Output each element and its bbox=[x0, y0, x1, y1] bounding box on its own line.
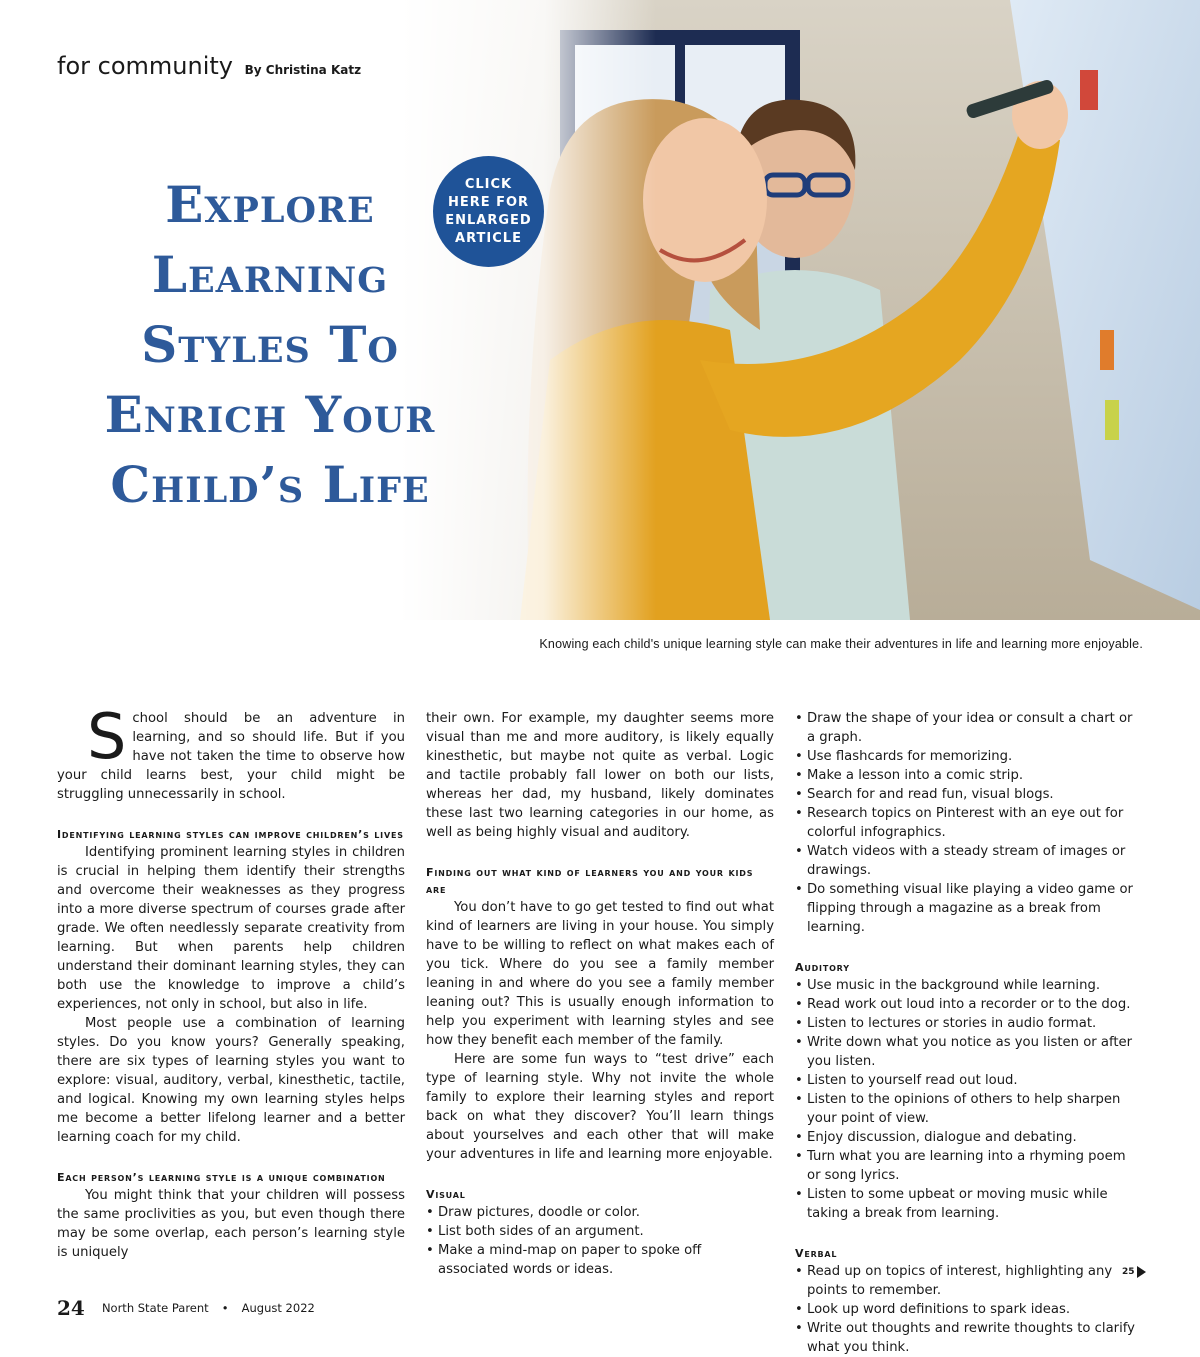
column-2 bbox=[426, 709, 774, 1279]
visual-list-continued bbox=[795, 709, 1143, 937]
subheading-finding-out: Finding out what kind of learners you and your kids are bbox=[426, 866, 754, 896]
footer-separator: • bbox=[221, 1301, 229, 1315]
list-item: • Do something visual like playing a video game or flipping through a magazine as a break from learning. bbox=[795, 880, 1143, 937]
subheading-unique-combination: Each person’s learning style is a unique combination bbox=[57, 1171, 386, 1184]
issue-date: August 2022 bbox=[241, 1301, 315, 1315]
publication-name: North State Parent bbox=[101, 1301, 209, 1315]
headline-line-1: Explore bbox=[165, 175, 375, 234]
list-item: • Draw the shape of your idea or consult a chart or a graph. bbox=[795, 709, 1143, 747]
subheading-verbal: Verbal bbox=[795, 1247, 838, 1260]
paragraph: You might think that your children will possess the same proclivities as you, but even though there may be some overlap, each person’s learning style is uniquely bbox=[57, 1188, 405, 1260]
section-name: for community bbox=[57, 52, 233, 80]
subheading-identifying: Identifying learning styles can improve children’s lives bbox=[57, 828, 404, 841]
list-item: • List both sides of an argument. bbox=[426, 1222, 774, 1241]
page-number: 24 bbox=[57, 1296, 85, 1320]
list-item: • Make a mind-map on paper to spoke off associated words or ideas. bbox=[426, 1241, 774, 1279]
list-item: • Use music in the background while learning. bbox=[795, 976, 1143, 995]
list-item: • Read work out loud into a recorder or to the dog. bbox=[795, 995, 1143, 1014]
intro-text: chool should be an adventure in learning, and so should life. But if you have not taken the time to observe how your child learns best, your child might be struggling unnecessarily in school. bbox=[57, 711, 405, 802]
subheading-auditory: Auditory bbox=[795, 961, 850, 974]
list-item: • Use flashcards for memorizing. bbox=[795, 747, 1143, 766]
list-item: • Draw pictures, doodle or color. bbox=[426, 1203, 774, 1222]
column-1 bbox=[57, 700, 405, 1262]
hero-photo-illustration bbox=[400, 0, 1200, 620]
badge-line-2: HERE FOR bbox=[447, 194, 530, 210]
headline-line-3: Styles To bbox=[141, 315, 399, 374]
page-footer bbox=[57, 1296, 315, 1320]
list-item: • Turn what you are learning into a rhyming poem or song lyrics. bbox=[795, 1147, 1143, 1185]
headline bbox=[40, 170, 500, 520]
next-page-link[interactable] bbox=[1122, 1266, 1146, 1278]
list-item: • Look up word definitions to spark ideas. bbox=[795, 1300, 1143, 1319]
auditory-list bbox=[795, 976, 1143, 1223]
hero-photo bbox=[400, 0, 1200, 620]
column-3 bbox=[795, 709, 1143, 1357]
badge-line-4: ARTICLE bbox=[455, 230, 522, 246]
headline-line-4: Enrich Your bbox=[104, 385, 436, 444]
list-item: • Listen to yourself read out loud. bbox=[795, 1071, 1143, 1090]
section-label bbox=[57, 52, 361, 80]
badge-line-3: ENLARGED bbox=[445, 212, 532, 228]
list-item: • Write down what you notice as you listen or after you listen. bbox=[795, 1033, 1143, 1071]
enlarged-article-button[interactable] bbox=[433, 156, 544, 267]
byline: By Christina Katz bbox=[244, 63, 362, 77]
headline-line-5: Child’s Life bbox=[110, 455, 430, 514]
list-item: • Listen to lectures or stories in audio format. bbox=[795, 1014, 1143, 1033]
badge-line-1: CLICK bbox=[464, 176, 513, 192]
subheading-visual: Visual bbox=[426, 1188, 466, 1201]
headline-line-2: Learning bbox=[151, 245, 389, 304]
paragraph: their own. For example, my daughter seems more visual than me and more auditory, is likely equally kinesthetic, but maybe not quite as verbal. Logic and tactile probably fall lower on both our lists, whereas her dad, my husband, likely dominates these last two learning categories in our home, as well as being highly visual and auditory. bbox=[426, 711, 774, 840]
visual-list bbox=[426, 1203, 774, 1279]
list-item: • Research topics on Pinterest with an eye out for colorful infographics. bbox=[795, 804, 1143, 842]
triangle-right-icon bbox=[1137, 1266, 1146, 1278]
intro-paragraph bbox=[57, 700, 405, 804]
paragraph: You don’t have to go get tested to find out what kind of learners are living in your house. You simply have to be willing to reflect on what makes each of you tick. Where do you see a family member leaning in and where do you see a family member leaning out? This is usually enough information to help you experiment with learning styles and see how they benefit each member of the family. bbox=[426, 900, 774, 1048]
list-item: • Search for and read fun, visual blogs. bbox=[795, 785, 1143, 804]
list-item: • Make a lesson into a comic strip. bbox=[795, 766, 1143, 785]
list-item: • Enjoy discussion, dialogue and debating. bbox=[795, 1128, 1143, 1147]
next-page-number: 25 bbox=[1122, 1267, 1135, 1277]
photo-caption: Knowing each child's unique learning style can make their adventures in life and learning more enjoyable. bbox=[539, 637, 1143, 651]
list-item: • Write out thoughts and rewrite thoughts to clarify what you think. bbox=[795, 1319, 1143, 1357]
list-item: • Watch videos with a steady stream of images or drawings. bbox=[795, 842, 1143, 880]
list-item: • Read up on topics of interest, highlighting any points to remember. bbox=[795, 1262, 1143, 1300]
paragraph: Identifying prominent learning styles in children is crucial in helping them identify their strengths and overcome their weaknesses as they progress into a more diverse spectrum of courses grade after grade. We often needlessly separate creativity from learning. But when parents help children understand their dominant learning styles, they can both use the knowledge to improve a child’s experiences, not only in school, but also in life. bbox=[57, 845, 405, 1012]
list-item: • Listen to some upbeat or moving music while taking a break from learning. bbox=[795, 1185, 1143, 1223]
list-item: • Listen to the opinions of others to help sharpen your point of view. bbox=[795, 1090, 1143, 1128]
drop-cap: S bbox=[87, 700, 127, 773]
paragraph: Here are some fun ways to “test drive” each type of learning style. Why not invite the whole family to explore their learning styles and report back on what they discover? You’ll learn things about yourselves and each other that will make your adventures in life and learning more enjoyable. bbox=[426, 1052, 774, 1162]
paragraph: Most people use a combination of learning styles. Do you know yours? Generally speaking, there are six types of learning styles you want to explore: visual, auditory, verbal, kinesthetic, tactile, and logical. Knowing my own learning styles helps me become a better lifelong learner and a better learning coach for my child. bbox=[57, 1016, 405, 1145]
